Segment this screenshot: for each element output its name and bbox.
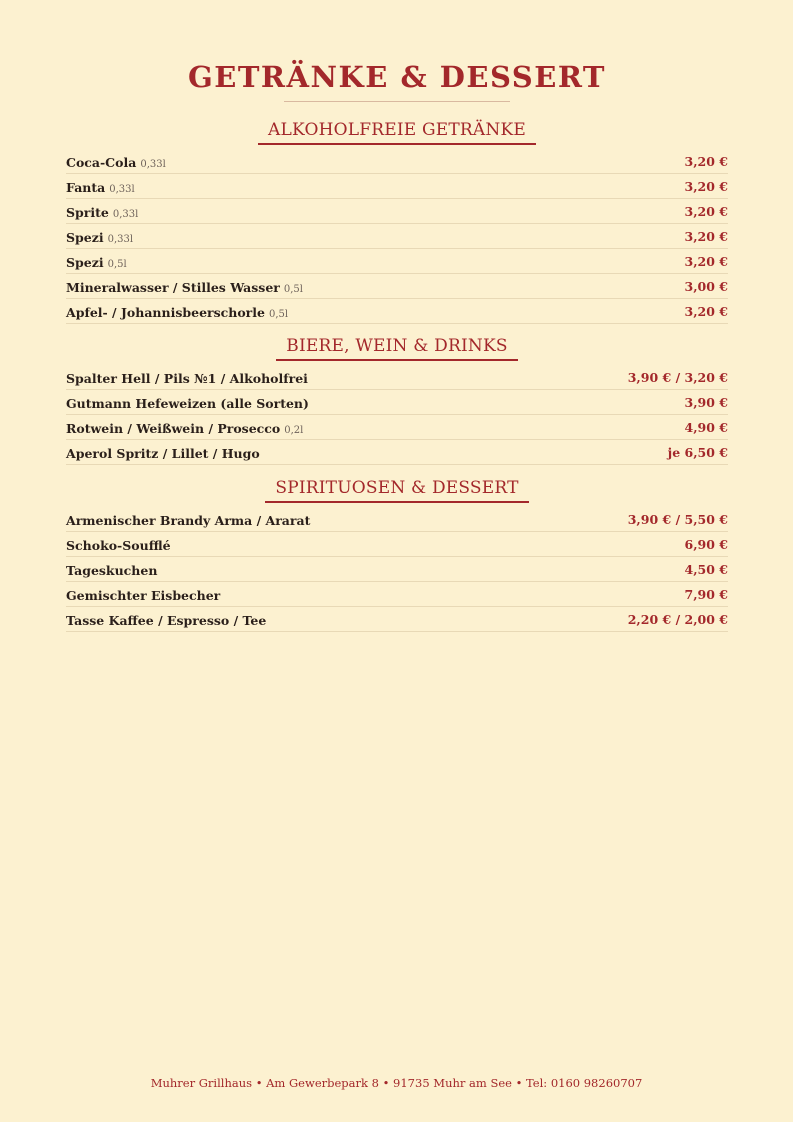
item-name: Armenischer Brandy Arma / Ararat [66,512,311,528]
item-price: 3,20 € [684,153,728,169]
menu-item [66,249,728,274]
item-name: Spezi [66,229,104,245]
section-header [66,475,728,507]
item-name: Spalter Hell / Pils №1 / Alkoholfrei [66,370,308,386]
item-price: 3,90 € / 3,20 € [627,369,728,385]
item-price: 6,90 € [684,536,728,552]
item-price: 4,50 € [684,561,728,577]
section-spirituosen-dessert [66,475,728,632]
item-name: Sprite [66,204,109,220]
item-name: Schoko-Soufflé [66,537,171,553]
item-price: 3,20 € [684,178,728,194]
menu-item [66,390,728,415]
menu-item [66,582,728,607]
menu-item [66,299,728,324]
menu-item [66,199,728,224]
item-volume: 0,33l [140,158,166,170]
item-name: Gemischter Eisbecher [66,587,221,603]
menu-item [66,557,728,582]
page-title: GETRÄNKE & DESSERT [187,60,607,94]
item-price: 3,20 € [684,228,728,244]
section-title: ALKOHOLFREIE GETRÄNKE [258,117,536,145]
item-name: Tasse Kaffee / Espresso / Tee [66,612,267,628]
menu-item [66,174,728,199]
menu-item [66,415,728,440]
section-title: SPIRITUOSEN & DESSERT [265,475,528,503]
item-volume: 0,33l [109,183,135,195]
item-price: je 6,50 € [667,444,728,460]
item-price: 2,20 € / 2,00 € [627,611,728,627]
section-header [66,117,728,149]
item-price: 3,90 € [684,394,728,410]
item-volume: 0,5l [107,258,127,270]
item-name: Aperol Spritz / Lillet / Hugo [66,445,260,461]
section-alkoholfreie-getraenke [66,117,728,324]
item-name: Coca-Cola [66,154,137,170]
item-price: 3,90 € / 5,50 € [627,511,728,527]
item-volume: 0,5l [283,283,303,295]
item-volume: 0,33l [107,233,134,245]
section-biere-wein-drinks [66,333,728,465]
item-name: Tageskuchen [66,562,158,578]
item-volume: 0,5l [268,308,289,320]
menu-item [66,532,728,557]
item-name: Apfel- / Johannisbeerschorle [66,304,265,320]
item-price: 3,20 € [684,253,728,269]
item-name: Gutmann Hefeweizen (alle Sorten) [66,395,309,411]
item-price: 3,20 € [684,303,728,319]
menu-item [66,440,728,465]
footer-address: Muhrer Grillhaus • Am Gewerbepark 8 • 91735 Muhr am See • Tel: 0160 98260707 [150,1076,643,1090]
item-name: Mineralwasser / Stilles Wasser [66,279,280,295]
menu-item [66,507,728,532]
item-name: Spezi [66,254,104,270]
item-price: 3,20 € [684,203,728,219]
item-price: 3,00 € [684,278,728,294]
item-volume: 0,2l [284,424,304,436]
menu-item [66,149,728,174]
item-price: 7,90 € [684,586,728,602]
item-price: 4,90 € [684,419,728,435]
section-title: BIERE, WEIN & DRINKS [276,333,517,361]
item-name: Rotwein / Weißwein / Prosecco [66,420,281,436]
item-name: Fanta [66,179,106,195]
menu-item [66,224,728,249]
menu-item [66,274,728,299]
section-header [66,333,728,365]
title-divider [284,101,510,102]
menu-item [66,607,728,632]
item-volume: 0,33l [112,208,139,220]
menu-item [66,365,728,390]
